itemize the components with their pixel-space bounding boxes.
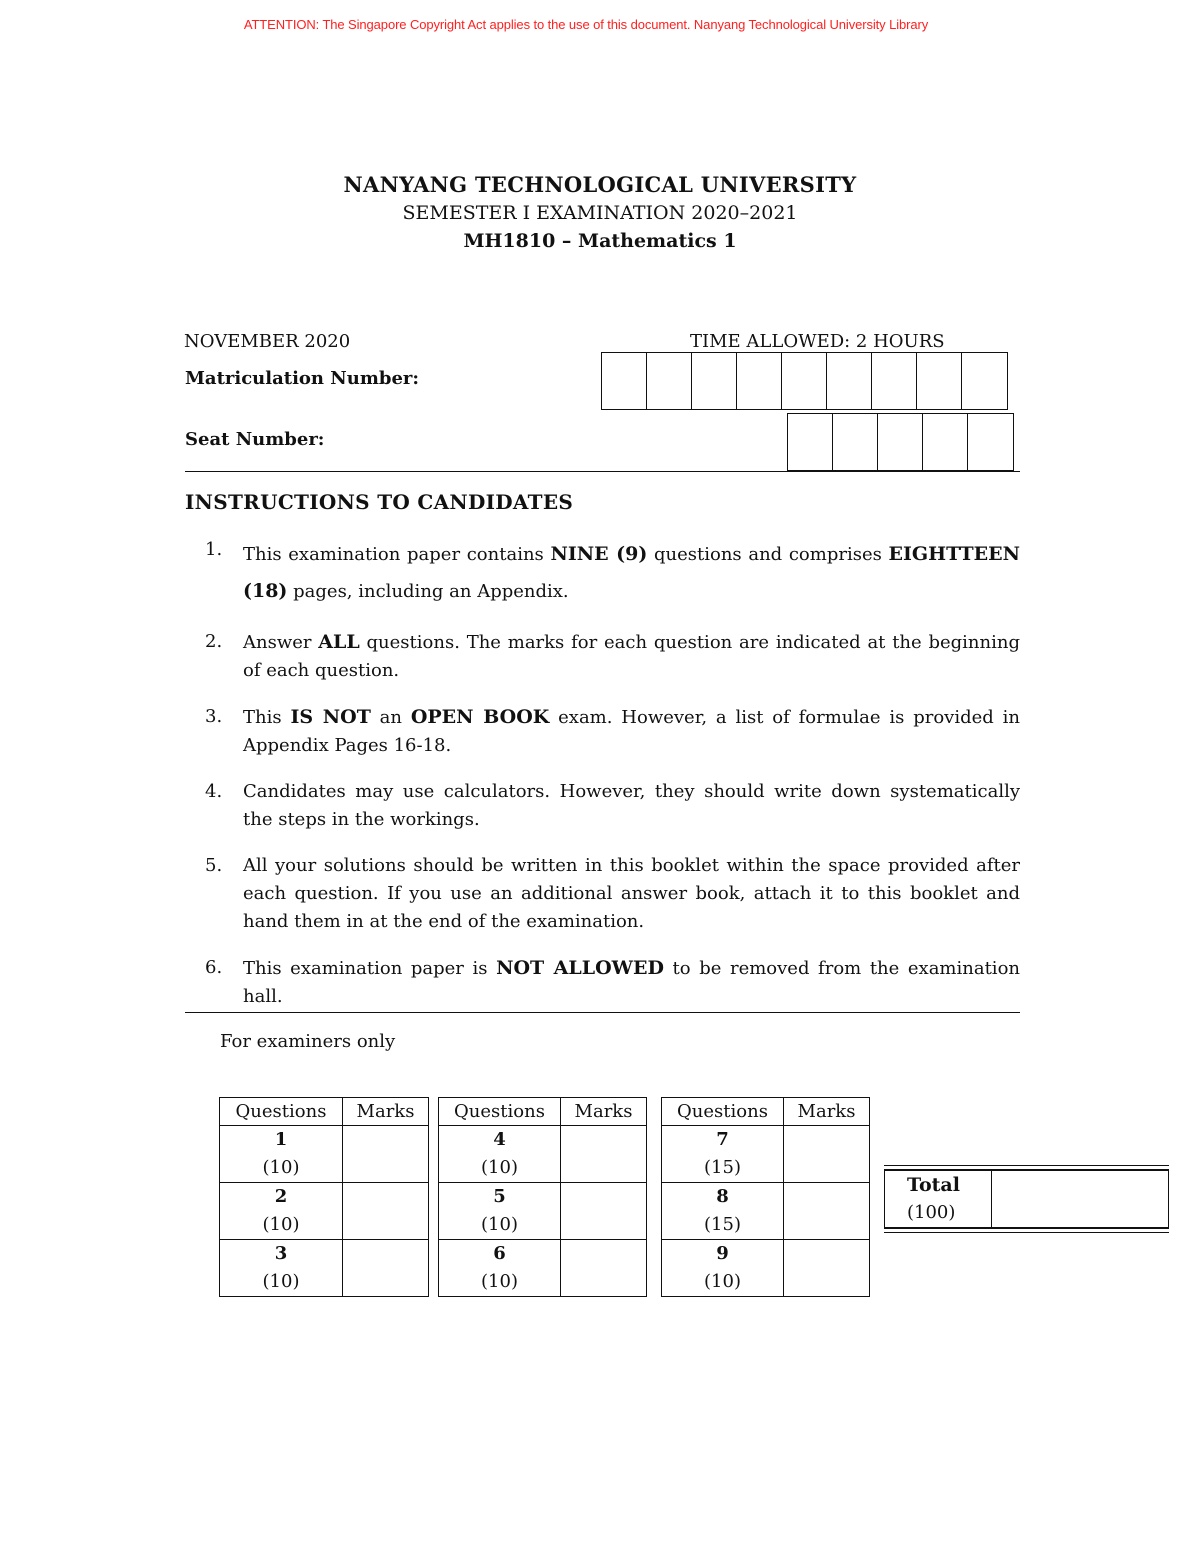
marks-cell[interactable] — [343, 1183, 429, 1240]
time-allowed: TIME ALLOWED: 2 HOURS — [690, 331, 945, 352]
table-row — [662, 1183, 870, 1240]
instructions-title: INSTRUCTIONS TO CANDIDATES — [185, 490, 574, 514]
marks-table — [661, 1097, 870, 1297]
total-marks-cell[interactable] — [992, 1171, 1169, 1228]
question-number: 4 — [493, 1129, 506, 1150]
marks-cell[interactable] — [561, 1126, 647, 1183]
table-row — [439, 1240, 647, 1297]
seat-digit-box[interactable] — [968, 414, 1013, 470]
matric-digit-box[interactable] — [737, 353, 782, 409]
divider — [185, 1012, 1020, 1013]
matric-digit-box[interactable] — [647, 353, 692, 409]
exam-date: NOVEMBER 2020 — [184, 331, 351, 352]
question-number: 5 — [493, 1186, 506, 1207]
seat-digit-box[interactable] — [878, 414, 923, 470]
list-item: 1. This examination paper contains NINE (9) questions and comprises EIGHTTEEN (18) pages, including an Appendix. — [205, 536, 1020, 610]
question-number: 9 — [716, 1243, 729, 1264]
marks-table — [438, 1097, 647, 1297]
question-max-marks: (15) — [704, 1214, 741, 1235]
marks-header: Marks — [561, 1098, 647, 1126]
matric-number-boxes[interactable] — [601, 352, 1008, 410]
matric-digit-box[interactable] — [602, 353, 647, 409]
table-row — [439, 1183, 647, 1240]
matric-digit-box[interactable] — [692, 353, 737, 409]
question-max-marks: (15) — [704, 1157, 741, 1178]
questions-header: Questions — [662, 1098, 784, 1126]
table-row — [439, 1126, 647, 1183]
marks-cell[interactable] — [784, 1240, 870, 1297]
total-label-cell — [885, 1171, 992, 1228]
total-table — [884, 1165, 1169, 1233]
table-row — [662, 1126, 870, 1183]
seat-digit-box[interactable] — [923, 414, 968, 470]
question-number: 8 — [716, 1186, 729, 1207]
matric-digit-box[interactable] — [872, 353, 917, 409]
module-title: MH1810 – Mathematics 1 — [463, 230, 737, 252]
question-max-marks: (10) — [481, 1214, 518, 1235]
marks-table — [219, 1097, 429, 1297]
table-row — [220, 1126, 429, 1183]
marks-cell[interactable] — [561, 1183, 647, 1240]
question-number: 6 — [493, 1243, 506, 1264]
item-number: 2. — [205, 631, 223, 652]
marks-cell[interactable] — [343, 1240, 429, 1297]
question-number: 7 — [716, 1129, 729, 1150]
question-max-marks: (10) — [704, 1271, 741, 1292]
list-item: 5. All your solutions should be written in this booklet within the space provided after each question. If you use an additional answer book, attach it to this booklet and hand them in at the end of the examination. — [205, 852, 1020, 936]
question-max-marks: (10) — [262, 1214, 300, 1235]
list-item: 2. Answer ALL questions. The marks for each question are indicated at the beginning of each question. — [205, 628, 1020, 685]
matric-digit-box[interactable] — [917, 353, 962, 409]
questions-header: Questions — [439, 1098, 561, 1126]
list-item: 4. Candidates may use calculators. However, they should write down systematically the steps in the workings. — [205, 778, 1020, 834]
question-number: 2 — [274, 1186, 288, 1207]
total-label: Total — [907, 1174, 960, 1196]
examiners-label: For examiners only — [220, 1031, 396, 1052]
marks-cell[interactable] — [343, 1126, 429, 1183]
marks-cell[interactable] — [784, 1126, 870, 1183]
marks-header: Marks — [784, 1098, 870, 1126]
matric-label: Matriculation Number: — [185, 368, 420, 389]
item-number: 3. — [205, 706, 223, 727]
table-row — [220, 1240, 429, 1297]
item-number: 4. — [205, 781, 223, 802]
seat-digit-box[interactable] — [833, 414, 878, 470]
matric-digit-box[interactable] — [962, 353, 1007, 409]
item-number: 5. — [205, 855, 223, 876]
question-max-marks: (10) — [262, 1271, 300, 1292]
item-number: 1. — [205, 539, 223, 560]
question-max-marks: (10) — [262, 1157, 300, 1178]
questions-header: Questions — [220, 1098, 343, 1126]
copyright-notice: ATTENTION: The Singapore Copyright Act applies to the use of this document. Nanyang Technological University Library — [243, 17, 929, 32]
marks-cell[interactable] — [561, 1240, 647, 1297]
seat-number-boxes[interactable] — [787, 413, 1014, 471]
matric-digit-box[interactable] — [827, 353, 872, 409]
seat-label: Seat Number: — [185, 429, 325, 450]
instructions-list — [205, 536, 1020, 1029]
question-max-marks: (10) — [481, 1271, 518, 1292]
question-max-marks: (10) — [481, 1157, 518, 1178]
seat-digit-box[interactable] — [788, 414, 833, 470]
table-row — [220, 1183, 429, 1240]
semester-title: SEMESTER I EXAMINATION 2020–2021 — [402, 202, 798, 224]
list-item: 3. This IS NOT an OPEN BOOK exam. However, a list of formulae is provided in Appendix Pages 16-18. — [205, 703, 1020, 760]
question-number: 1 — [274, 1129, 288, 1150]
total-max-marks: (100) — [907, 1202, 956, 1223]
item-number: 6. — [205, 957, 223, 978]
university-title: NANYANG TECHNOLOGICAL UNIVERSITY — [343, 172, 857, 197]
matric-digit-box[interactable] — [782, 353, 827, 409]
marks-header: Marks — [343, 1098, 429, 1126]
divider — [185, 471, 1020, 472]
list-item: 6. This examination paper is NOT ALLOWED to be removed from the examination hall. — [205, 954, 1020, 1011]
marks-cell[interactable] — [784, 1183, 870, 1240]
table-row — [662, 1240, 870, 1297]
question-number: 3 — [274, 1243, 288, 1264]
